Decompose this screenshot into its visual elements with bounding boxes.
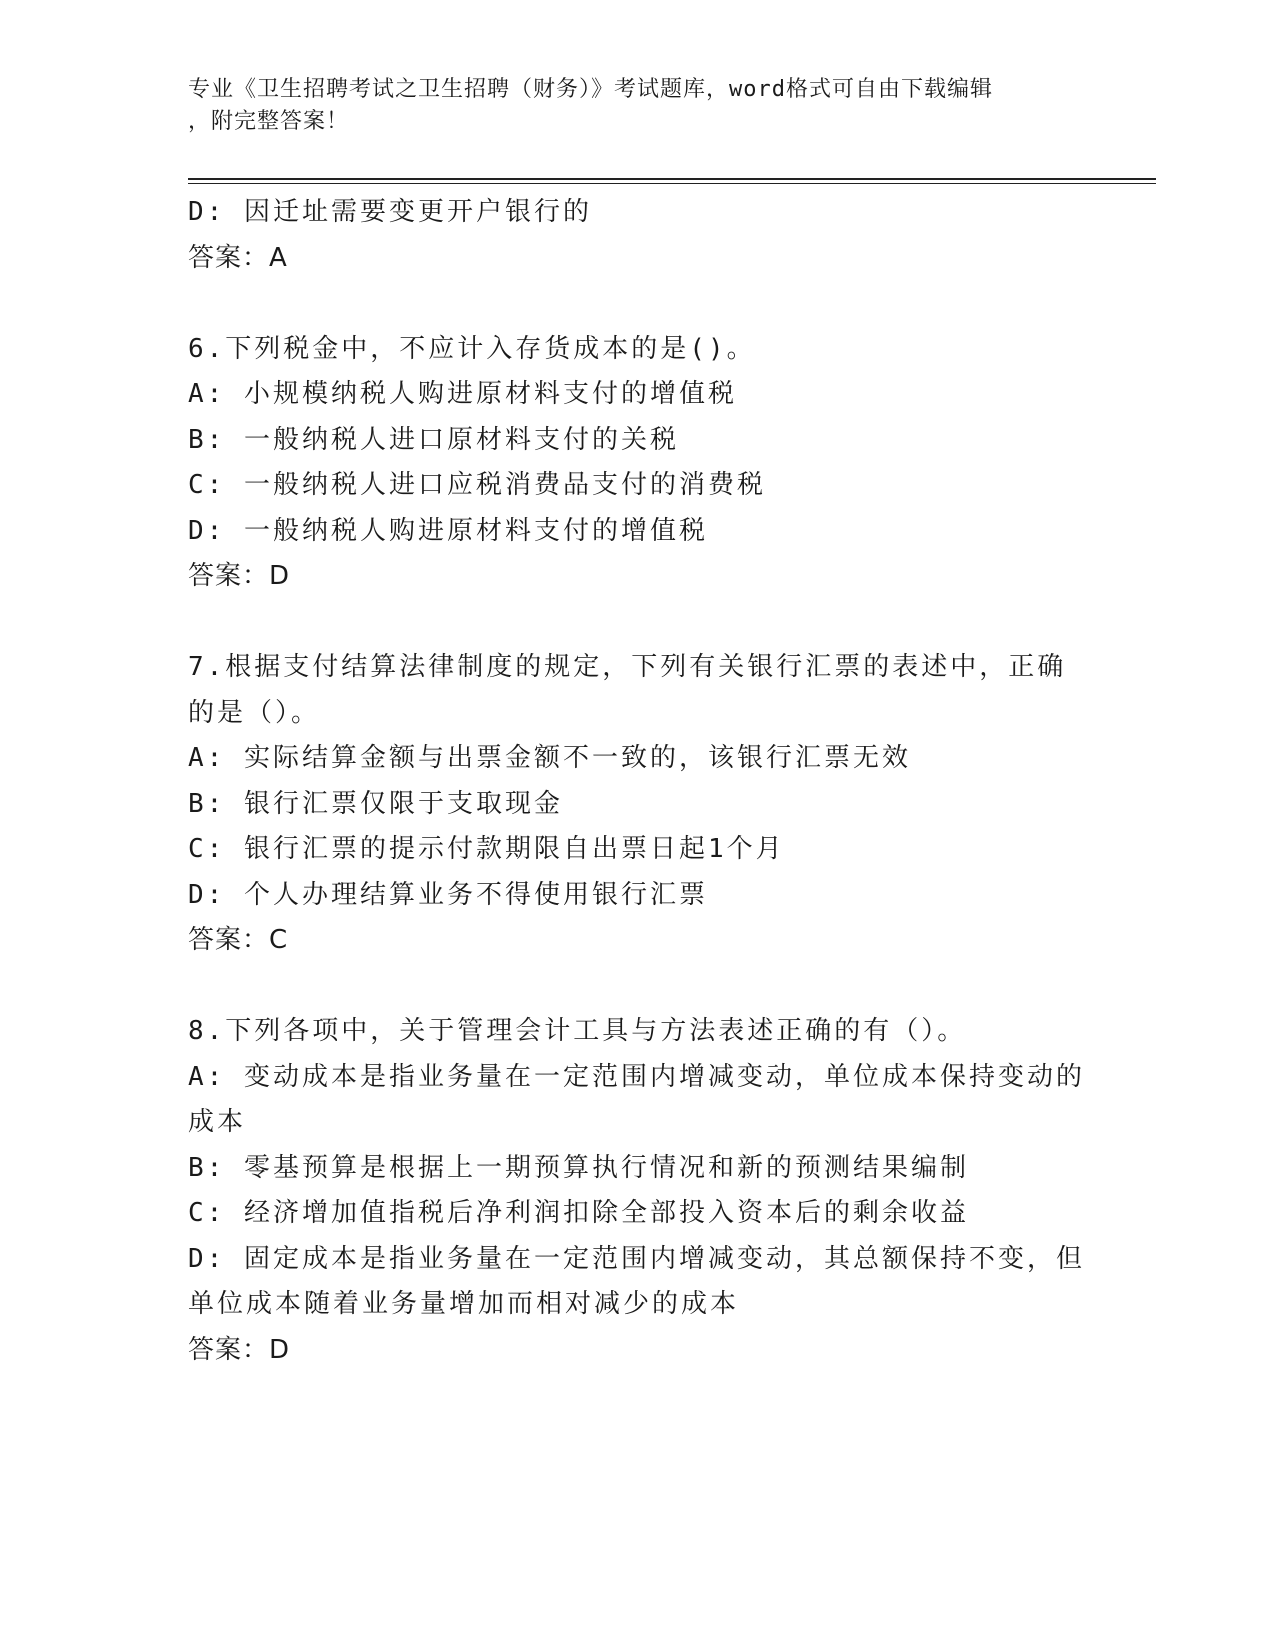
question-6: [188, 327, 1088, 600]
question-stem: 7.根据支付结算法律制度的规定，下列有关银行汇票的表述中，正确: [188, 652, 1067, 682]
question-stem: 8.下列各项中，关于管理会计工具与方法表述正确的有（）。: [188, 1016, 967, 1046]
option-d: D: 固定成本是指业务量在一定范围内增减变动，其总额保持不变，但: [188, 1243, 1085, 1274]
option-c: C: 一般纳税人进口应税消费品支付的消费税: [188, 470, 766, 500]
option-c: C: 经济增加值指税后净利润扣除全部投入资本后的剩余收益: [188, 1198, 969, 1228]
question-7: [188, 645, 1088, 964]
question-fragment: [188, 190, 1088, 281]
header-divider: [188, 178, 1156, 184]
spacer: [188, 281, 1088, 327]
option-d: D: 一般纳税人购进原材料支付的增值税: [188, 515, 708, 546]
header-line-2: ，附完整答案！: [188, 109, 350, 134]
spacer: [188, 600, 1088, 646]
option-a-continued: 成本: [188, 1107, 247, 1137]
option-d-continued: 单位成本随着业务量增加而相对减少的成本: [188, 1289, 740, 1319]
option-a: A: 小规模纳税人购进原材料支付的增值税: [188, 379, 737, 409]
option-a: A: 实际结算金额与出票金额不一致的，该银行汇票无效: [188, 743, 911, 773]
answer-line: 答案：D: [188, 561, 291, 591]
option-a: A: 变动成本是指业务量在一定范围内增减变动，单位成本保持变动的: [188, 1061, 1085, 1092]
spacer: [188, 964, 1088, 1010]
answer-line: 答案：C: [188, 925, 289, 955]
answer-line: 答案：A: [188, 242, 288, 273]
question-stem: 6.下列税金中，不应计入存货成本的是()。: [188, 333, 756, 364]
option-b: B: 银行汇票仅限于支取现金: [188, 788, 563, 819]
question-list: [188, 190, 1088, 1373]
option-c: C: 银行汇票的提示付款期限自出票日起1个月: [188, 834, 785, 864]
option-b: B: 一般纳税人进口原材料支付的关税: [188, 424, 679, 455]
question-8: [188, 1009, 1088, 1373]
question-stem-continued: 的是（）。: [188, 697, 321, 728]
answer-line: 答案：D: [188, 1334, 291, 1365]
option-d: D: 因迁址需要变更开户银行的: [188, 197, 592, 227]
page-header: [188, 74, 1088, 138]
header-line-1: 专业《卫生招聘考试之卫生招聘（财务）》考试题库，word格式可自由下载编辑: [188, 77, 993, 102]
option-d: D: 个人办理结算业务不得使用银行汇票: [188, 879, 708, 910]
option-b: B: 零基预算是根据上一期预算执行情况和新的预测结果编制: [188, 1152, 969, 1183]
